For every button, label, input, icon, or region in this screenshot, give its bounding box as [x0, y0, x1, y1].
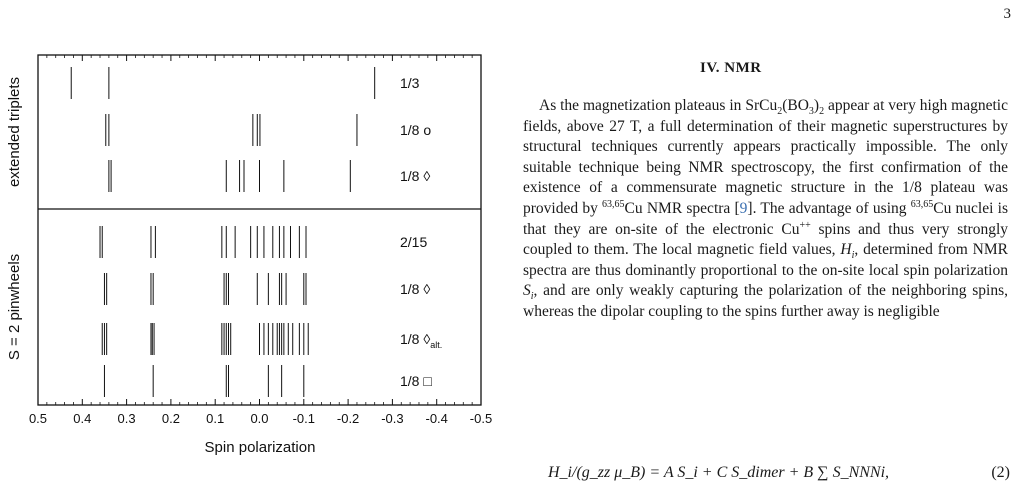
x-tick-label: 0.3 — [117, 411, 136, 426]
x-tick-label: -0.3 — [381, 411, 404, 426]
row-labels — [400, 75, 442, 389]
row-label: 1/8 o — [400, 122, 432, 138]
citation-link[interactable]: 9 — [739, 199, 748, 217]
x-tick-label: 0.1 — [206, 411, 225, 426]
x-tick-label: 0.0 — [250, 411, 269, 426]
group-label-extended-triplets: extended triplets — [6, 76, 23, 188]
section-heading: IV. NMR — [700, 60, 762, 76]
row-label: 1/8 □ — [400, 373, 432, 389]
x-tick-label: 0.2 — [161, 411, 180, 426]
row-label: 1/8 ◊ — [400, 281, 431, 297]
x-tick-label: 0.4 — [73, 411, 92, 426]
x-tick-label: -0.1 — [292, 411, 316, 426]
group-label-pinwheels: S = 2 pinwheels — [6, 253, 23, 361]
x-tick-label: 0.5 — [28, 411, 48, 426]
row-label: 1/8 ◊ — [400, 168, 431, 184]
row-label: 1/8 $◊_{alt.}$ — [400, 331, 443, 350]
spectrum-lines — [71, 67, 374, 397]
body-paragraph: As the magnetization plateaus in $SrCu_2(BO_3)_2$ appear at very high magnetic fields, above 27 T, a full determination of their magnetic superstructures by structural techniques currently appears practically impossible. The only suitable technique being NMR spectroscopy, the first confirmation of the existence of a commensurate magnetic structure in the 1/8 plateau was provided by $^{63,65}$Cu NMR spectra [9]. The advantage of using $^{63,65}$Cu nuclei is that they are on-site of the electronic Cu++ spins and thus very strongly coupled to them. The local magnetic field values, $H_i$, determined from NMR spectra are thus dominantly proportional to the on-site local spin polarization $S_i$, and are only weakly capturing the polarization of the neighboring spins, whereas the dipolar coupling to the spins further away is negligible — [523, 97, 1009, 320]
x-axis-label: Spin polarization — [204, 439, 316, 456]
row-label: 2/15 — [400, 234, 428, 250]
equation-text: H_i/(g_zz μ_B) = A S_i + C S_dimer + B ∑ S_NNNi, — [548, 464, 890, 481]
page-number: 3 — [1003, 6, 1011, 22]
equation-number: (2) — [991, 464, 1010, 481]
x-tick-label: -0.4 — [425, 411, 448, 426]
equation-2 — [548, 464, 1010, 482]
spin-polarization-figure — [0, 0, 505, 487]
x-tick-label: -0.2 — [336, 411, 360, 426]
x-tick-label: -0.5 — [469, 411, 493, 426]
row-label: 1/3 — [400, 75, 420, 91]
